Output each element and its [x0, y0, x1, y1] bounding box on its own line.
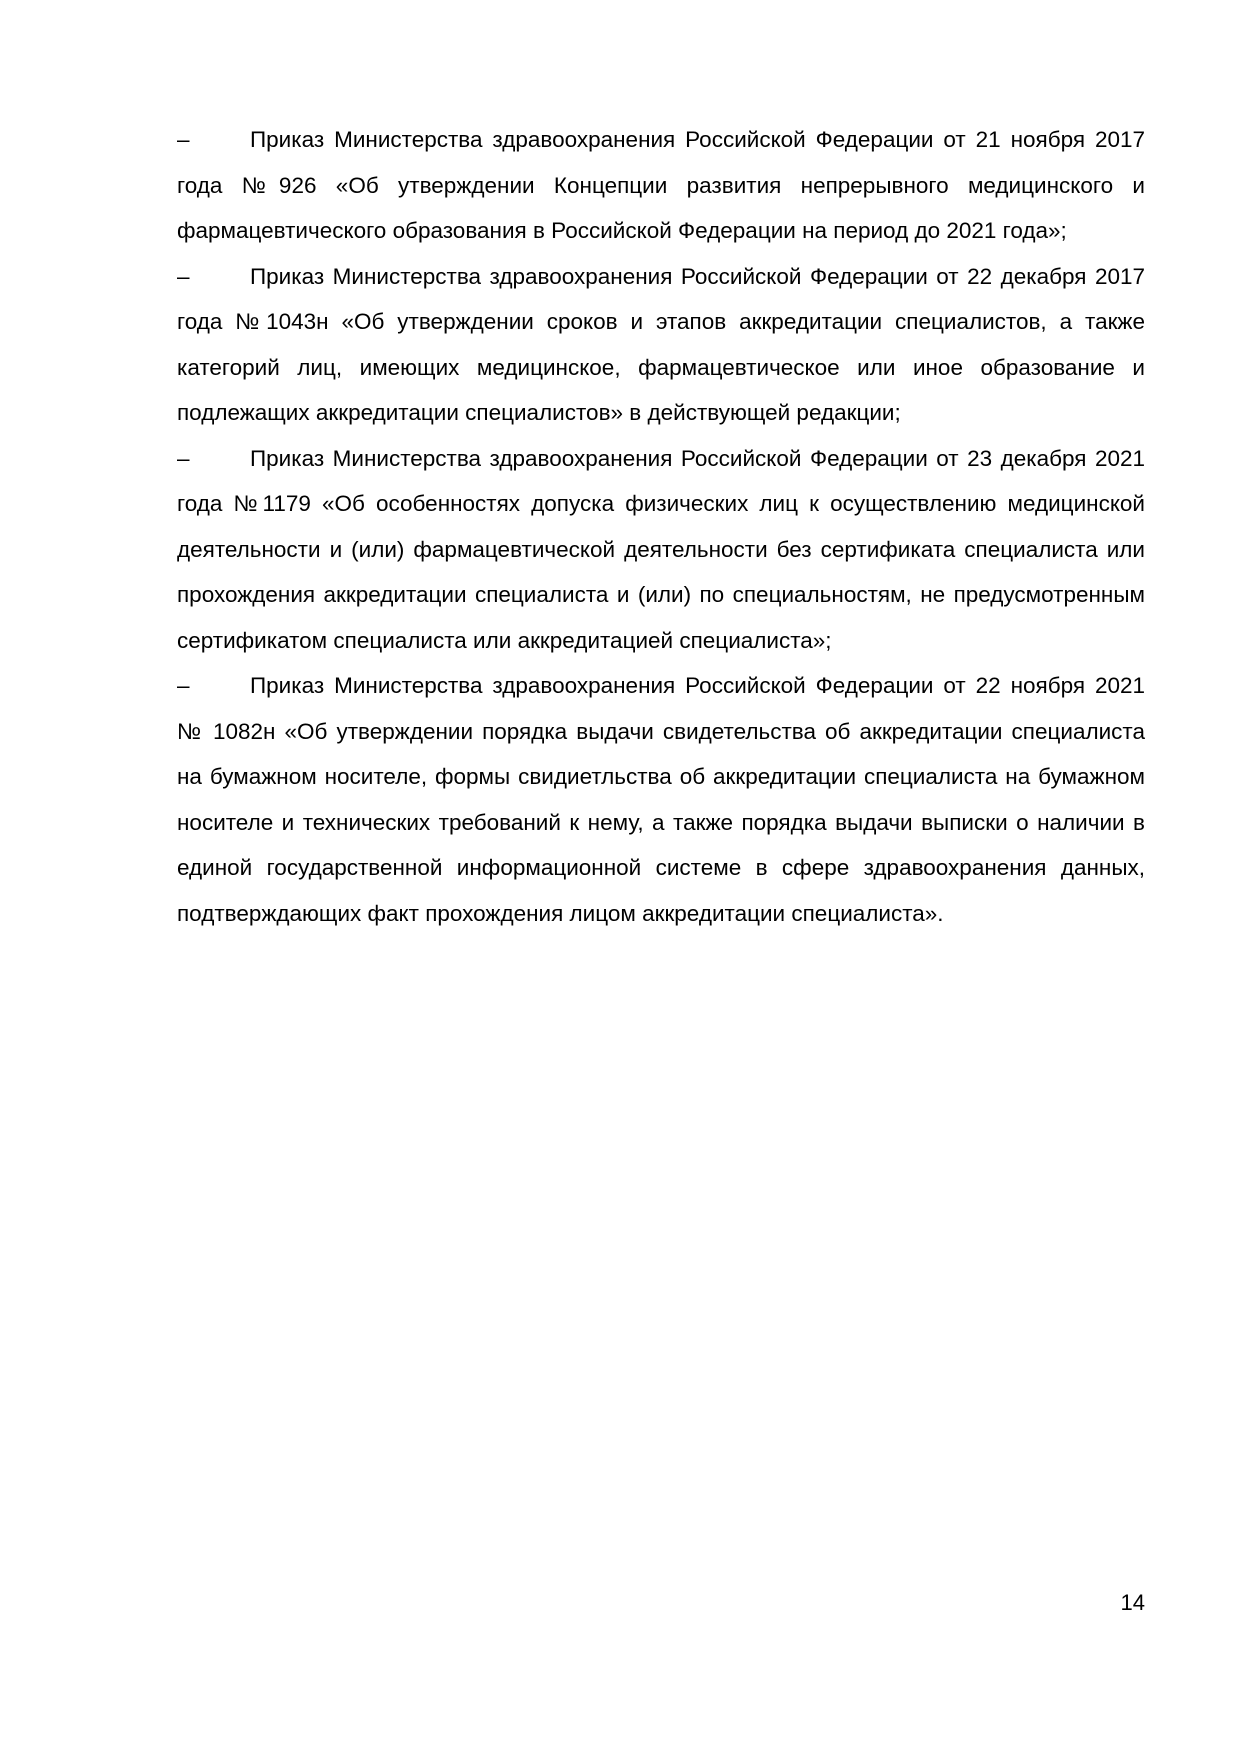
list-marker: –	[177, 673, 190, 698]
list-item	[177, 117, 1145, 254]
page-number: 14	[1120, 1590, 1145, 1615]
list-item	[177, 254, 1145, 436]
list-marker: –	[177, 263, 190, 289]
list-item-text: Приказ Министерства здравоохранения Российской Федерации от 22 ноября 2021 № 1082н «Об утверждении порядка выдачи свидетельства об аккредитации специалиста на бумажном носителе, формы свидиетльства об аккредитации специалиста на бумажном носителе и технических требований к нему, а также порядка выдачи выписки о наличии в единой государственной информационной системе в сфере здравоохранения данных, подтверждающих факт прохождения лицом аккредитации специалиста».	[177, 673, 1145, 926]
list-marker: –	[177, 445, 190, 471]
list-item-text: Приказ Министерства здравоохранения Российской Федерации от 21 ноября 2017 года №926 «Об утверждении Концепции развития непрерывного медицинского и фармацевтического образования в Российской Федерации на период до 2021 года»;	[177, 127, 1145, 243]
list-item-text: Приказ Министерства здравоохранения Российской Федерации от 22 декабря 2017 года №1043н «Об утверждении сроков и этапов аккредитации специалистов, а также категорий лиц, имеющих медицинское, фармацевтическое или иное образование и подлежащих аккредитации специалистов» в действующей редакции;	[177, 263, 1145, 425]
list-item-text: Приказ Министерства здравоохранения Российской Федерации от 23 декабря 2021 года №1179 «Об особенностях допуска физических лиц к осуществлению медицинской деятельности и (или) фармацевтической деятельности без сертификата специалиста или прохождения аккредитации специалиста и (или) по специальностям, не предусмотренным сертификатом специалиста или аккредитацией специалиста»;	[177, 445, 1145, 653]
list-item	[177, 663, 1145, 936]
list-marker: –	[177, 127, 190, 152]
list-item	[177, 436, 1145, 664]
document-body	[177, 117, 1145, 936]
